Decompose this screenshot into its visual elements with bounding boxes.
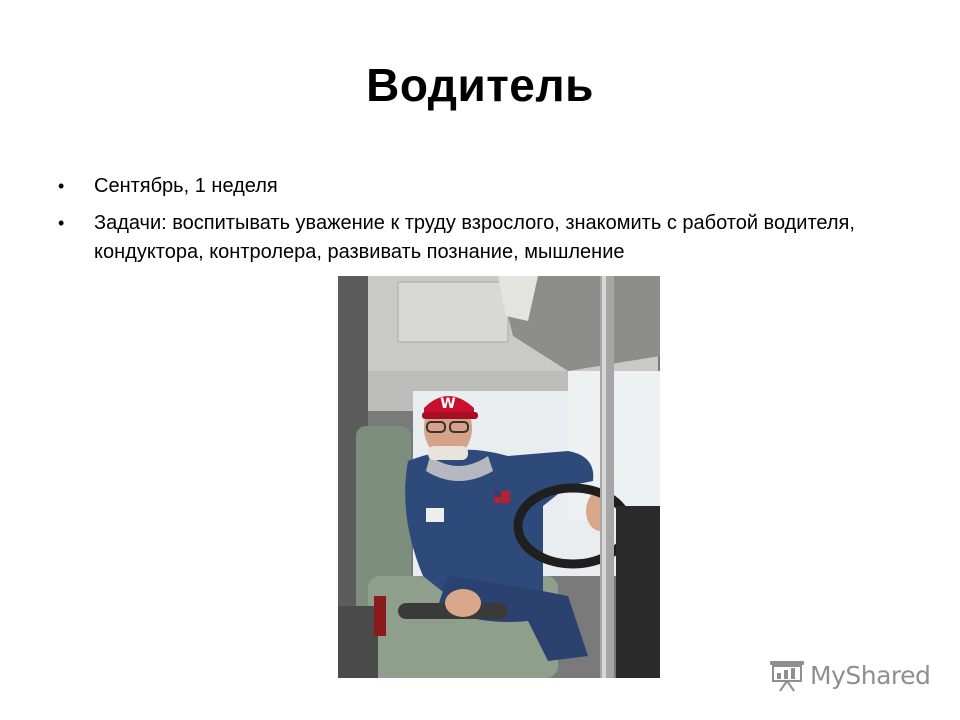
bullet-dot: •: [58, 176, 65, 196]
bullet-item: [56, 209, 856, 267]
presentation-board-icon: [768, 658, 806, 692]
cap-letter: W: [440, 396, 456, 412]
photo-illustration: [338, 276, 660, 678]
bullet-list: [56, 172, 856, 275]
bullet-text: Задачи: воспитывать уважение к труду взрослого, знакомить с работой водителя, кондуктора, контролера, развивать познание, мышление: [94, 212, 855, 263]
bus-driver-photo: [338, 276, 660, 678]
myshared-logo: [768, 655, 930, 695]
bullet-dot: •: [58, 213, 65, 233]
bullet-item: [56, 172, 856, 201]
slide-title: Водитель: [366, 59, 594, 111]
bullet-text: Сентябрь, 1 неделя: [94, 175, 278, 197]
watermark-text: MyShared: [810, 660, 931, 690]
